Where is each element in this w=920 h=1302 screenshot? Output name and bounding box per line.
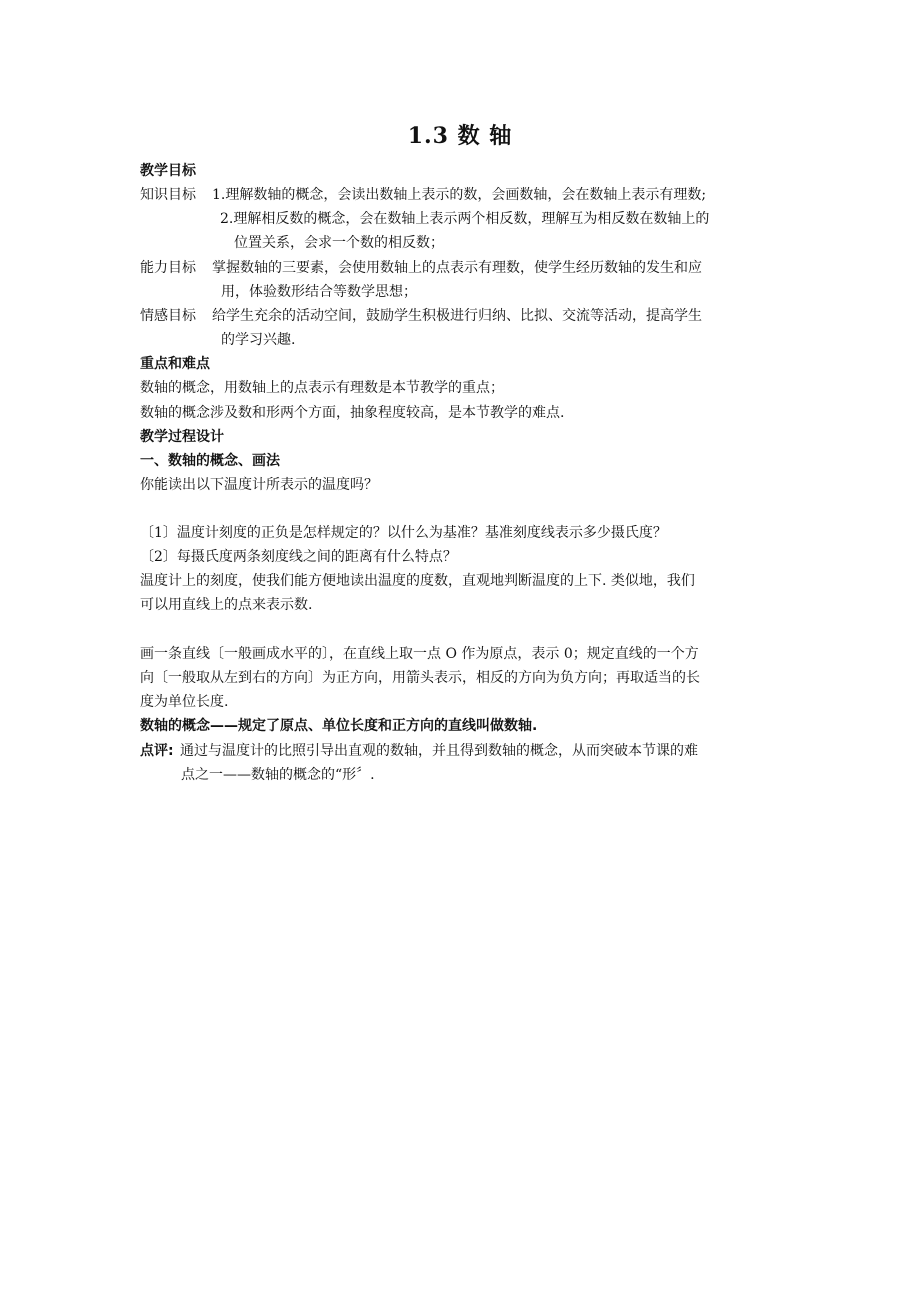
draw-line-3: 度为单位长度. [140, 694, 229, 710]
knowledge-item-2-line-2: 位置关系，会求一个数的相反数； [234, 235, 444, 251]
thermometer-line-2: 可以用直线上的点来表示数. [140, 597, 313, 613]
question-intro: 你能读出以下温度计所表示的温度吗？ [140, 477, 378, 493]
ability-line-1: 掌握数轴的三要素，会使用数轴上的点表示有理数，使学生经历数轴的发生和应 [212, 260, 702, 276]
comment-line-1: 通过与温度计的比照引导出直观的数轴，并且得到数轴的概念，从而突破本节课的难 [180, 743, 698, 759]
draw-line-1: 画一条直线〔一般画成水平的〕，在直线上取一点 O 作为原点，表示 0；规定直线的一个方 [140, 646, 699, 662]
comment-line-2: 点之一——数轴的概念的“形〞. [181, 767, 375, 783]
thermometer-line-1: 温度计上的刻度，使我们能方便地读出温度的度数，直观地判断温度的上下. 类似地，我们 [140, 573, 695, 589]
page-title: 1.3 数 轴 [407, 123, 513, 149]
comment-label: 点评: [140, 743, 174, 759]
question-2: 〔2〕每摄氏度两条刻度线之间的距离有什么特点？ [140, 549, 457, 565]
key-points-heading: 重点和难点 [140, 356, 210, 372]
comment [140, 740, 698, 762]
emotion-objective [140, 305, 702, 327]
emotion-label: 情感目标 [140, 308, 196, 324]
knowledge-label: 知识目标 [140, 187, 196, 203]
key-point: 数轴的概念，用数轴上的点表示有理数是本节教学的重点； [140, 380, 504, 396]
process-heading: 教学过程设计 [140, 429, 224, 445]
objectives-heading: 教学目标 [140, 163, 196, 179]
knowledge-objective [140, 184, 706, 206]
number-line-definition: 数轴的概念——规定了原点、单位长度和正方向的直线叫做数轴. [140, 718, 538, 734]
part1-heading: 一、数轴的概念、画法 [140, 453, 280, 469]
ability-label: 能力目标 [140, 260, 196, 276]
draw-line-2: 向〔一般取从左到右的方向〕为正方向，用箭头表示，相反的方向为负方向；再取适当的长 [140, 670, 700, 686]
question-1: 〔1〕温度计刻度的正负是怎样规定的？以什么为基准？基准刻度线表示多少摄氏度？ [140, 525, 667, 541]
knowledge-item-2-line-1: 2.理解相反数的概念，会在数轴上表示两个相反数，理解互为相反数在数轴上的 [220, 211, 710, 227]
emotion-line-2: 的学习兴趣. [221, 332, 296, 348]
ability-line-2: 用，体验数形结合等数学思想； [221, 284, 417, 300]
difficult-point: 数轴的概念涉及数和形两个方面，抽象程度较高，是本节教学的难点. [140, 405, 565, 421]
ability-objective [140, 257, 702, 279]
emotion-line-1: 给学生充余的活动空间，鼓励学生积极进行归纳、比拟、交流等活动，提高学生 [212, 308, 702, 324]
knowledge-item-1: 1.理解数轴的概念，会读出数轴上表示的数，会画数轴，会在数轴上表示有理数; [212, 187, 707, 203]
